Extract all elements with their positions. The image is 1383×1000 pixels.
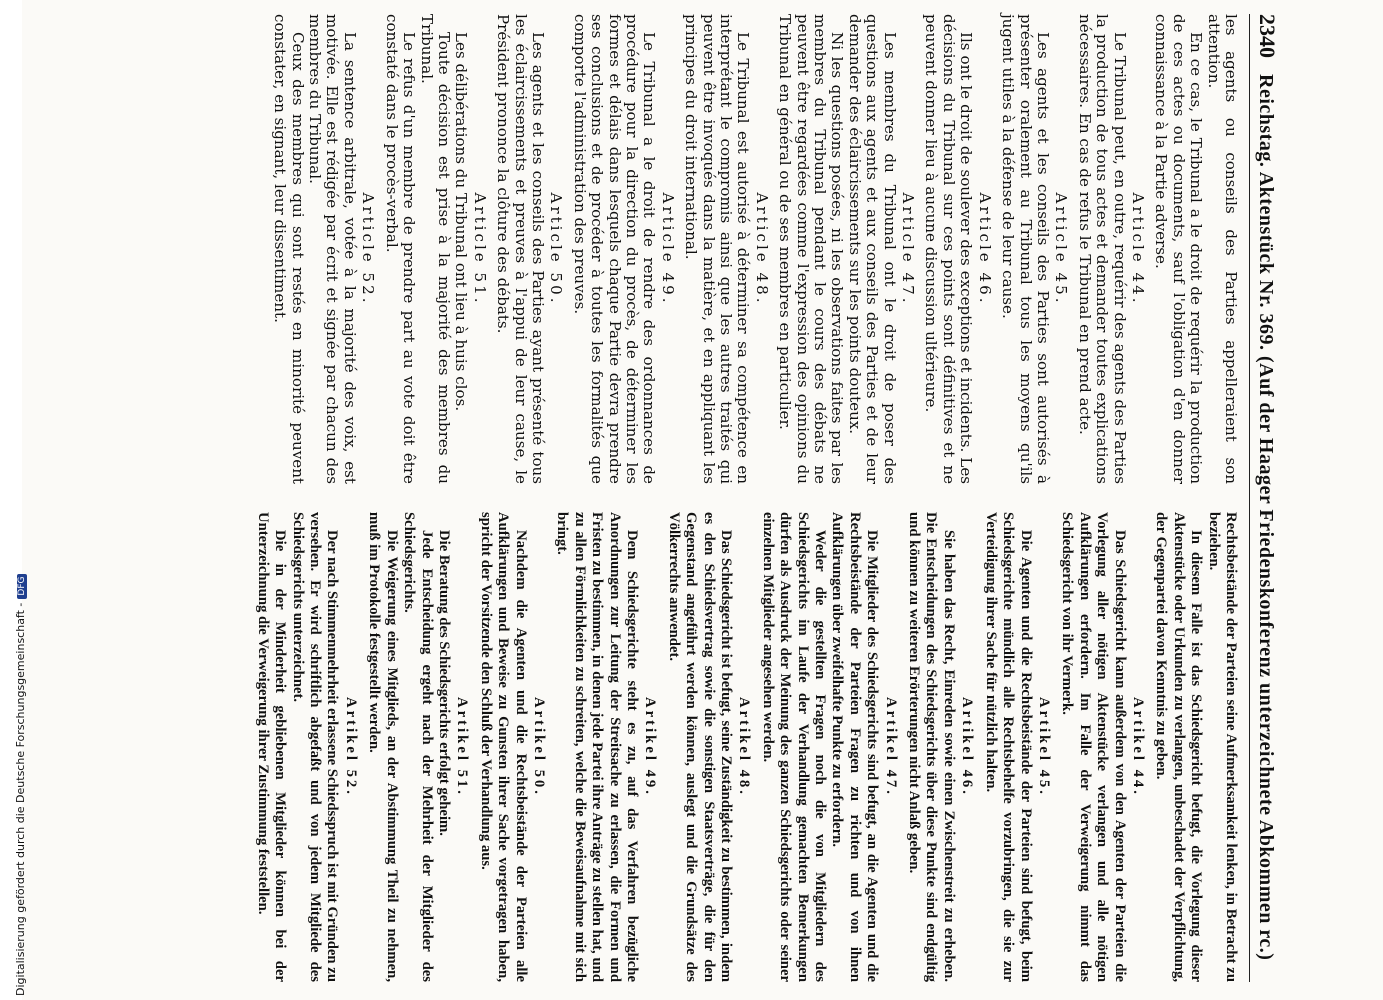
article-heading: Artikel 45. (1035, 697, 1052, 797)
paragraph: Ni les questions posées, ni les observations faites par les membres du Tribunal pendant le cours des débats ne peuvent être regardées comme l'expression des opinions du Tribunal en général ou de ses membres en particulier. (776, 14, 847, 484)
paragraph: Jede Entscheidung ergeht nach der Mehrheit der Mitglieder des Schiedsgerichts. (401, 512, 435, 982)
page-header (1249, 14, 1280, 982)
page-title: Reichstag. Aktenstück Nr. 369. (Auf der Haager Friedenskonferenz unterzeichnete Abkommen rc.) (1255, 74, 1277, 961)
article-heading: Article 51. (470, 192, 489, 306)
article-heading: Article 48. (752, 192, 771, 306)
paragraph: Ils ont le droit de soulever des exceptions et incidents. Les décisions du Tribunal sur ces points sont définitives et ne peuvent donner lieu à aucune discussion ultérieure. (922, 14, 976, 484)
german-column (253, 512, 1239, 982)
article-heading: Artikel 51. (454, 697, 471, 797)
page-number: 2340 (1255, 14, 1280, 58)
paragraph: Le Tribunal est autorisé à déterminer sa compétence en interprétant le compromis ainsi que les autres traités qui peuvent être invoqués dans la matière, et en appliquant les principes du droit international. (682, 14, 753, 484)
paragraph: Toute décision est prise à la majorité des membres du Tribunal. (417, 14, 453, 484)
paragraph: Les délibérations du Tribunal ont lieu à huis clos. (452, 32, 471, 412)
paragraph: Les membres du Tribunal ont le droit de poser des questions aux agents et aux conseils des Parties et de leur demander des éclaircissements sur les points douteux. (845, 14, 899, 484)
paragraph: Sie haben das Recht, Einreden sowie einen Zwischenstreit zu erheben. Die Entscheidungen des Schiedsgerichts über diese Punkte sind endgültig und können zu weiteren Erörterungen nicht Anlaß geben. (906, 512, 957, 982)
article-heading: Article 44. (1128, 192, 1147, 306)
article-heading: Article 47. (899, 192, 918, 306)
paragraph: Le Tribunal peut, en outre, requérir des agents des Parties la production de tous actes et demander toutes explications nécessaires. En cas de refus le Tribunal en prend acte. (1075, 14, 1129, 484)
paragraph: En ce cas, le Tribunal a le droit de requérir la production de ces actes ou documents, sauf l'obligation d'en donner connaissance à la Partie adverse. (1152, 14, 1206, 484)
dfg-logo: DFG (17, 574, 27, 599)
article-heading: Article 45. (1052, 192, 1071, 306)
article-heading: Artikel 49. (642, 697, 659, 797)
paragraph: Les agents et les conseils des Parties ayant présenté tous les éclaircissements et preuves à l'appui de leur cause, le Président prononce la clôture des débats. (494, 14, 547, 484)
paragraph: les agents ou conseils des Parties appelleraient son attention. (1204, 14, 1240, 484)
article-heading: Article 49. (658, 192, 677, 306)
article-heading: Article 50. (547, 192, 566, 306)
paragraph: In diesem Falle ist das Schiedsgericht befugt, die Vorlegung dieser Aktenstücke oder Urkunden zu verlangen, unbeschadet der Verpflichtung, der Gegenpartei davon Kenntnis zu geben. (1153, 512, 1205, 982)
paragraph: Les agents et les conseils des Parties sont autorisés à présenter oralement au Tribunal tous les moyens qu'ils jugent utiles à la défense de leur cause. (999, 14, 1052, 484)
two-column-text (253, 14, 1239, 982)
article-heading: Artikel 47. (882, 697, 899, 797)
paragraph: Nachdem die Agenten und die Rechtsbeistände der Parteien alle Aufklärungen und Beweise zu Gunsten ihrer Sache vorgetragen haben, spricht der Vorsitzende den Schluß der Verhandlung aus. (477, 512, 529, 982)
paragraph: Die Beratung des Schiedsgerichts erfolgt geheim. (435, 530, 452, 836)
paragraph: Rechtsbeistände der Parteien seine Aufmerksamkeit lenken, in Betracht zu beziehen. (1205, 512, 1239, 982)
article-heading: Artikel 48. (736, 697, 753, 797)
french-column (253, 14, 1239, 484)
paragraph: Der nach Stimmenmehrheit erlassene Schiedsspruch ist mit Gründen zu versehen. Er wird schriftlich abgefaßt und von jedem Mitgliede des Schiedsgerichts unterzeichnet. (289, 512, 341, 982)
left-margin-strip (0, 0, 27, 1000)
digitization-credit (14, 574, 27, 996)
paragraph: Ceux des membres qui sont restés en minorité peuvent constater, en signant, leur dissentiment. (271, 14, 307, 484)
paragraph: Die Weigerung eines Mitglieds, an der Abstimmung Theil zu nehmen, muß im Protokolle festgestellt werden. (366, 512, 400, 982)
paragraph: Weder die gestellten Fragen noch die von Mitgliedern des Schiedsgerichts im Laufe der Verhandlung gemachten Bemerkungen dürfen als Ausdruck der Meinung des ganzen Schiedsgerichts oder seiner einzelnen Mitglieder angesehen werden. (759, 512, 829, 982)
credit-text: Digitalisierung gefördert durch die Deutsche Forschungsgemeinschaft - (14, 602, 27, 996)
paragraph: Das Schiedsgericht kann außerdem von den Agenten der Parteien die Vorlegung aller nötigen Aktenstücke verlangen und alle nötigen Aufklärungen erfordern. Im Falle der Verweigerung nimmt das Schiedsgericht von ihr Vermerk. (1059, 512, 1128, 982)
paragraph: Dem Schiedsgerichte steht es zu, auf das Verfahren bezügliche Anordnungen zur Leitung der Streitsache zu erlassen, die Formen und Fristen zu bestimmen, in denen jede Partei ihre Anträge zu stellen hat, und zu allen Förmlichkeiten zu schreiten, welche die Beweisaufnahme mit sich bringt. (554, 512, 640, 982)
article-heading: Artikel 44. (1129, 697, 1146, 797)
paragraph: Die Mitglieder des Schiedsgerichts sind befugt, an die Agenten und die Rechtsbeistände der Parteien Fragen zu richten und von ihnen Aufklärungen über zweifelhafte Punkte zu erfordern. (829, 512, 881, 982)
paragraph: La sentence arbitrale, votée à la majorité des voix, est motivée. Elle est rédigée par écrit et signée par chacun des membres du Tribunal. (306, 14, 359, 484)
paragraph: Die in der Minderheit gebliebenen Mitglieder können bei der Unterzeichnung die Verweigerung ihrer Zustimmung feststellen. (254, 512, 289, 982)
article-heading: Artikel 46. (959, 697, 976, 797)
paragraph: Die Agenten und die Rechtsbeistände der Parteien sind befugt, beim Schiedsgerichte mündlich alle Rechtsbehelfe vorzubringen, die sie zur Verteidigung ihrer Sache für nützlich halten. (982, 512, 1034, 982)
article-heading: Artikel 50. (530, 697, 547, 797)
article-heading: Article 52. (359, 192, 378, 306)
article-heading: Article 46. (975, 192, 994, 306)
paragraph: Le refus d'un membre de prendre part au vote doit être constaté dans le procès-verbal. (382, 14, 419, 484)
paragraph: Le Tribunal a le droit de rendre des ordonnances de procédure pour la direction du procès, de déterminer les formes et délais dans lesquels chaque Partie devra prendre ses conclusions et de procéder à toutes les formalités que comporte l'administration des preuves. (570, 14, 659, 484)
paragraph: Das Schiedsgericht ist befugt, seine Zuständigkeit zu bestimmen, indem es den Schiedsvertrag sowie die sonstigen Staatsverträge, die für den Gegenstand angeführt werden können, auslegt und die Grundsätze des Völkerrechts anwendet. (665, 512, 735, 982)
article-heading: Artikel 52. (342, 697, 359, 797)
